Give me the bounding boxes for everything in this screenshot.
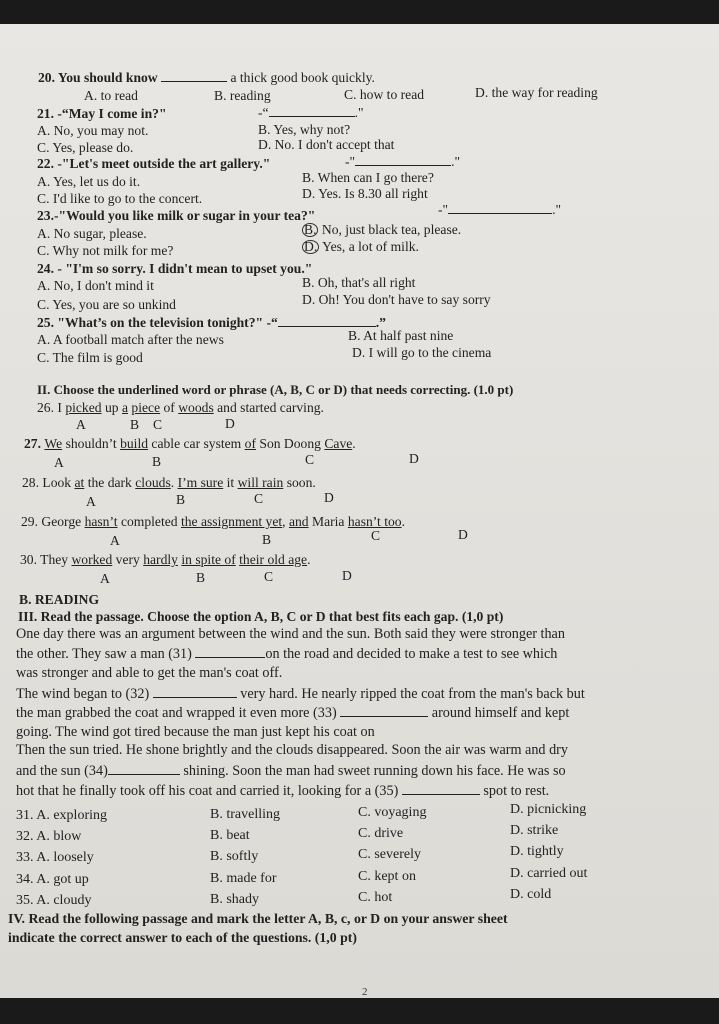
- passage-line-7: Then the sun tried. He shone brightly and the clouds disappeared. Soon the air was warm and dry: [16, 742, 568, 758]
- q25-option-d: D. I will go to the cinema: [352, 345, 492, 360]
- q33-option-c: C. severely: [358, 847, 421, 862]
- passage-line-5: the man grabbed the coat and wrapped it even more (33) around himself and kept: [16, 705, 570, 721]
- q22-option-d: D. Yes. Is 8.30 all right: [302, 186, 428, 201]
- q30-label-b: B: [196, 570, 206, 585]
- q26-label-a: A: [76, 417, 86, 432]
- q26-label-c: C: [153, 417, 163, 432]
- q21-option-d: D. No. I don't accept that: [258, 137, 395, 152]
- q30-label-c: C: [264, 569, 274, 584]
- q20-option-b: B. reading: [214, 88, 271, 103]
- q25-option-b: B. At half past nine: [348, 328, 454, 343]
- q23-option-a: A. No sugar, please.: [37, 226, 147, 241]
- q26-sentence: 26. I picked up a piece of woods and started carving.: [37, 400, 324, 415]
- q31-option-b: B. travelling: [210, 807, 280, 822]
- q23-option-c: C. Why not milk for me?: [37, 243, 174, 258]
- q34-option-c: C. kept on: [358, 869, 416, 884]
- q33-option-b: B. softly: [210, 849, 259, 864]
- q28-label-c: C: [254, 491, 264, 506]
- q29-label-c: C: [371, 528, 381, 543]
- passage-line-4: The wind began to (32) very hard. He nearly ripped the coat from the man's back but: [16, 686, 585, 702]
- q27-label-b: B: [152, 454, 162, 469]
- q22-option-b: B. When can I go there?: [302, 170, 434, 185]
- q25-stem: 25. "What’s on the television tonight?" -“ .”: [37, 315, 386, 330]
- q21-option-a: A. No, you may not.: [37, 123, 149, 138]
- q32-option-c: C. drive: [358, 826, 404, 841]
- q23-answer-blank: -" .": [438, 202, 562, 217]
- q35-option-a: 35. A. cloudy: [16, 893, 92, 908]
- q20-blank: [161, 70, 227, 82]
- q26-label-d: D: [225, 416, 235, 431]
- q34-option-a: 34. A. got up: [16, 872, 89, 887]
- q32-option-d: D. strike: [510, 823, 559, 838]
- q23-stem: 23.-"Would you like milk or sugar in your tea?": [37, 208, 316, 223]
- exam-page: [0, 24, 719, 998]
- q23-option-b: B. No, just black tea, please.: [304, 222, 462, 237]
- q29-label-a: A: [110, 533, 120, 548]
- q20-option-a: A. to read: [84, 88, 138, 103]
- q21-option-b: B. Yes, why not?: [258, 122, 351, 137]
- q35-option-c: C. hot: [358, 890, 393, 905]
- q24-option-a: A. No, I don't mind it: [37, 278, 154, 293]
- page-number: 2: [362, 986, 368, 998]
- q35-option-d: D. cold: [510, 887, 552, 902]
- q22-answer-blank: -" .": [345, 154, 461, 169]
- q31-option-d: D. picnicking: [510, 802, 587, 817]
- section-4-title: IV. Read the following passage and mark the letter A, B, c, or D on your answer sheet: [8, 911, 508, 926]
- q26-label-b: B: [130, 417, 140, 432]
- q31-option-c: C. voyaging: [358, 805, 427, 820]
- q21-stem: 21. -“May I come in?": [37, 106, 167, 121]
- q27-label-d: D: [409, 451, 419, 466]
- passage-line-8: and the sun (34) shining. Soon the man had sweet running down his face. He was so: [16, 763, 566, 779]
- q25-option-a: A. A football match after the news: [37, 332, 224, 347]
- q30-sentence: 30. They worked very hardly in spite of their old age.: [20, 552, 311, 567]
- q27-sentence: 27. We shouldn’t build cable car system of Son Doong Cave.: [24, 436, 356, 451]
- q22-option-a: A. Yes, let us do it.: [37, 174, 141, 189]
- q30-label-a: A: [100, 571, 110, 586]
- q33-option-a: 33. A. loosely: [16, 850, 94, 865]
- q34-option-d: D. carried out: [510, 866, 588, 881]
- q21-option-c: C. Yes, please do.: [37, 140, 134, 155]
- reading-title: B. READING: [19, 592, 100, 607]
- q34-option-b: B. made for: [210, 871, 277, 886]
- q22-option-c: C. I'd like to go to the concert.: [37, 191, 203, 206]
- q33-option-d: D. tightly: [510, 844, 564, 859]
- passage-line-6: going. The wind got tired because the man just kept his coat on: [16, 724, 375, 740]
- q24-option-b: B. Oh, that's all right: [302, 275, 416, 290]
- q31-option-a: 31. A. exploring: [16, 808, 107, 823]
- q32-option-b: B. beat: [210, 828, 250, 843]
- passage-line-1: One day there was an argument between the wind and the sun. Both said they were stronger than: [16, 626, 565, 642]
- q28-label-b: B: [176, 492, 186, 507]
- q35-option-b: B. shady: [210, 892, 259, 907]
- q28-label-a: A: [86, 494, 96, 509]
- q21-answer-blank: -“ .": [258, 105, 364, 120]
- q24-stem: 24. - "I'm so sorry. I didn't mean to upset you.": [37, 261, 313, 276]
- q27-label-a: A: [54, 455, 64, 470]
- passage-line-3: was stronger and able to get the man's coat off.: [16, 665, 283, 681]
- passage-line-9: hot that he finally took off his coat and carried it, looking for a (35) spot to rest.: [16, 783, 550, 799]
- q20-stem: 20. You should know a thick good book quickly.: [38, 70, 375, 85]
- q28-label-d: D: [324, 490, 334, 505]
- q22-stem: 22. -"Let's meet outside the art gallery.": [37, 156, 271, 171]
- q29-label-d: D: [458, 527, 468, 542]
- q29-sentence: 29. George hasn’t completed the assignment yet, and Maria hasn’t too.: [21, 514, 406, 529]
- q30-label-d: D: [342, 568, 352, 583]
- q32-option-a: 32. A. blow: [16, 829, 82, 844]
- section-3-title: III. Read the passage. Choose the option A, B, C or D that best fits each gap. (1,0 pt): [18, 609, 504, 624]
- section-2-title: II. Choose the underlined word or phrase (A, B, C or D) that needs correcting. (1.0 pt): [37, 382, 514, 397]
- q20-option-d: D. the way for reading: [475, 85, 598, 100]
- q20-option-c: C. how to read: [344, 87, 425, 102]
- q29-label-b: B: [262, 532, 272, 547]
- section-4-instruction: indicate the correct answer to each of the questions. (1,0 pt): [8, 930, 357, 945]
- q24-option-c: C. Yes, you are so unkind: [37, 297, 176, 312]
- q24-option-d: D. Oh! You don't have to say sorry: [302, 292, 491, 307]
- q25-option-c: C. The film is good: [37, 350, 143, 365]
- q23-option-d: D. Yes, a lot of milk.: [304, 239, 419, 254]
- q27-label-c: C: [305, 452, 315, 467]
- passage-line-2: the other. They saw a man (31) on the road and decided to make a test to see which: [16, 646, 558, 662]
- q28-sentence: 28. Look at the dark clouds. I’m sure it will rain soon.: [22, 475, 316, 490]
